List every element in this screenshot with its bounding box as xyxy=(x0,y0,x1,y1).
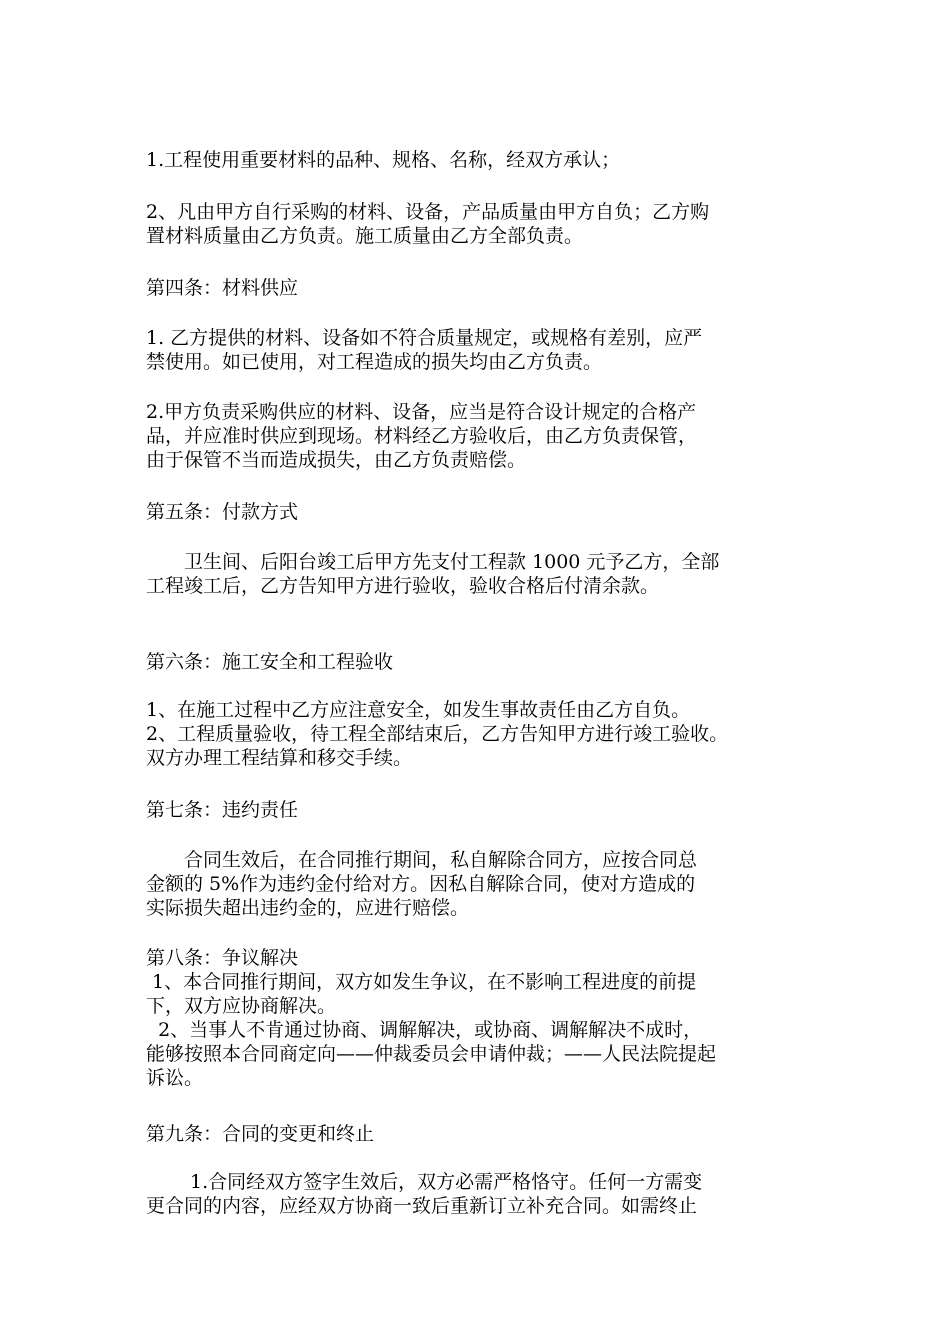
paragraph-change-termination xyxy=(146,1170,806,1218)
section-article-8 xyxy=(146,946,806,1090)
text-line: 品，并应准时供应到现场。材料经乙方验收后，由乙方负责保管， xyxy=(146,425,698,447)
paragraph-supply-1 xyxy=(146,326,806,374)
text-line: 2.甲方负责采购供应的材料、设备，应当是符合设计规定的合格产 xyxy=(146,401,697,423)
text-line: 工程竣工后，乙方告知甲方进行验收，验收合格后付清余款。 xyxy=(146,575,660,597)
text-line: 1.合同经双方签字生效后，双方必需严格恪守。任何一方需变 xyxy=(146,1171,703,1193)
heading-article-7 xyxy=(146,798,806,822)
text-line: 2、工程质量验收，待工程全部结束后，乙方告知甲方进行竣工验收。 xyxy=(146,723,729,745)
text-line: 第九条：合同的变更和终止 xyxy=(146,1123,375,1145)
text-line: 第六条：施工安全和工程验收 xyxy=(146,651,394,673)
text-line: 2、当事人不肯通过协商、调解解决，或协商、调解解决不成时， xyxy=(146,1019,703,1041)
text-line: 置材料质量由乙方负责。施工质量由乙方全部负责。 xyxy=(146,225,584,247)
heading-article-9 xyxy=(146,1122,806,1146)
text-line: 第四条：材料供应 xyxy=(146,277,299,299)
heading-article-6 xyxy=(146,650,806,674)
text-line: 金额的 5%作为违约金付给对方。因私自解除合同，使对方造成的 xyxy=(146,873,696,895)
text-line: 1、在施工过程中乙方应注意安全，如发生事故责任由乙方自负。 xyxy=(146,699,691,721)
paragraph-materials-2 xyxy=(146,200,806,248)
text-line: 禁使用。如已使用，对工程造成的损失均由乙方负责。 xyxy=(146,351,603,373)
text-line: 卫生间、后阳台竣工后甲方先支付工程款 1000 元予乙方，全部 xyxy=(146,551,720,573)
text-line: 实际损失超出违约金的，应进行赔偿。 xyxy=(146,897,470,919)
text-line: 能够按照本合同商定向——仲裁委员会申请仲裁；——人民法院提起 xyxy=(146,1043,717,1065)
heading-article-4 xyxy=(146,276,806,300)
paragraph-supply-2 xyxy=(146,400,806,472)
text-line: 第五条：付款方式 xyxy=(146,501,299,523)
text-line: 1、本合同推行期间，双方如发生争议，在不影响工程进度的前提 xyxy=(146,971,697,993)
text-line: 由于保管不当而造成损失，由乙方负责赔偿。 xyxy=(146,449,527,471)
text-line: 更合同的内容，应经双方协商一致后重新订立补充合同。如需终止 xyxy=(146,1195,698,1217)
text-line: 第七条：违约责任 xyxy=(146,799,299,821)
text-line: 下，双方应协商解决。 xyxy=(146,995,337,1017)
text-line: 诉讼。 xyxy=(146,1067,204,1089)
text-line: 1.工程使用重要材料的品种、规格、名称，经双方承认； xyxy=(146,149,621,171)
heading-article-5 xyxy=(146,500,806,524)
text-line: 双方办理工程结算和移交手续。 xyxy=(146,747,413,769)
paragraph-materials-1 xyxy=(146,148,806,172)
paragraph-payment xyxy=(146,550,806,598)
text-line: 合同生效后，在合同推行期间，私自解除合同方，应按合同总 xyxy=(146,849,698,871)
paragraph-liability xyxy=(146,848,806,920)
paragraph-safety xyxy=(146,698,806,770)
text-line: 2、凡由甲方自行采购的材料、设备，产品质量由甲方自负；乙方购 xyxy=(146,201,710,223)
text-line: 第八条：争议解决 xyxy=(146,947,299,969)
text-line: 1. 乙方提供的材料、设备如不符合质量规定，或规格有差别，应严 xyxy=(146,327,703,349)
